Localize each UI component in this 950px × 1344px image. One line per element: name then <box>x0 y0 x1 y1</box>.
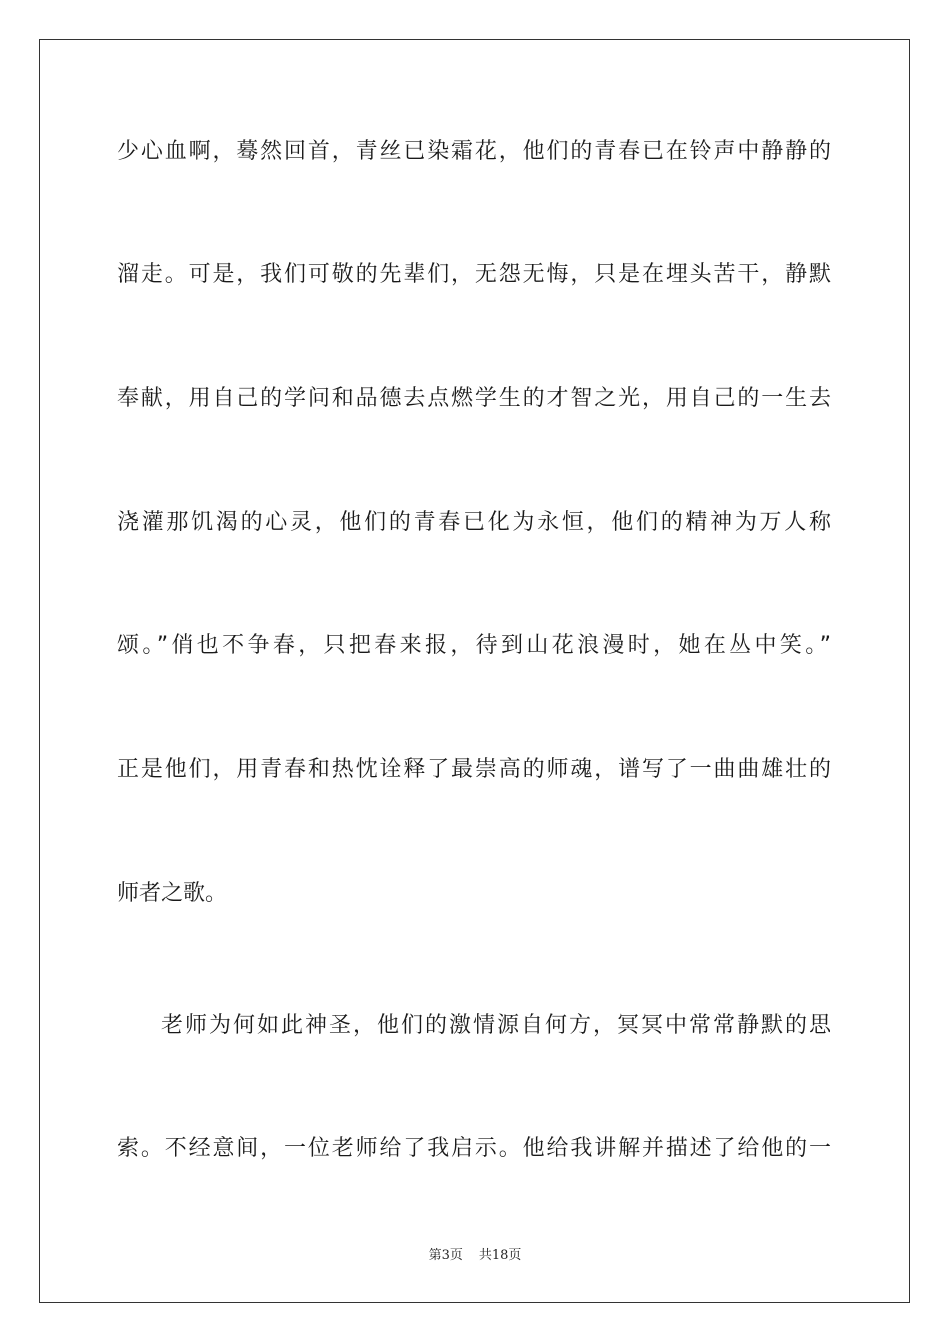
body-text-line: 师者之歌。 <box>117 881 228 906</box>
page-border <box>39 39 910 1303</box>
body-text-line: 溜走。可是，我们可敬的先辈们，无怨无悔，只是在埋头苦干，静默 <box>117 262 831 287</box>
body-text-line: 索。不经意间，一位老师给了我启示。他给我讲解并描述了给他的一 <box>117 1136 831 1161</box>
page-number: 第3页 <box>428 1248 463 1263</box>
total-pages: 共18页 <box>478 1248 522 1263</box>
page-footer <box>0 1247 950 1265</box>
body-text-line: 少心血啊，蓦然回首，青丝已染霜花，他们的青春已在铃声中静静的 <box>117 139 831 164</box>
body-text-line: 颂。”俏也不争春，只把春来报，待到山花浪漫时，她在丛中笑。” <box>117 633 831 658</box>
paragraph-first-line: 老师为何如此神圣，他们的激情源自何方，冥冥中常常静默的思 <box>161 1013 831 1038</box>
body-text-line: 奉献，用自己的学问和品德去点燃学生的才智之光，用自己的一生去 <box>117 386 831 411</box>
body-text-line: 浇灌那饥渴的心灵，他们的青春已化为永恒，他们的精神为万人称 <box>117 510 831 535</box>
body-text-line: 正是他们，用青春和热忱诠释了最崇高的师魂，谱写了一曲曲雄壮的 <box>117 757 831 782</box>
